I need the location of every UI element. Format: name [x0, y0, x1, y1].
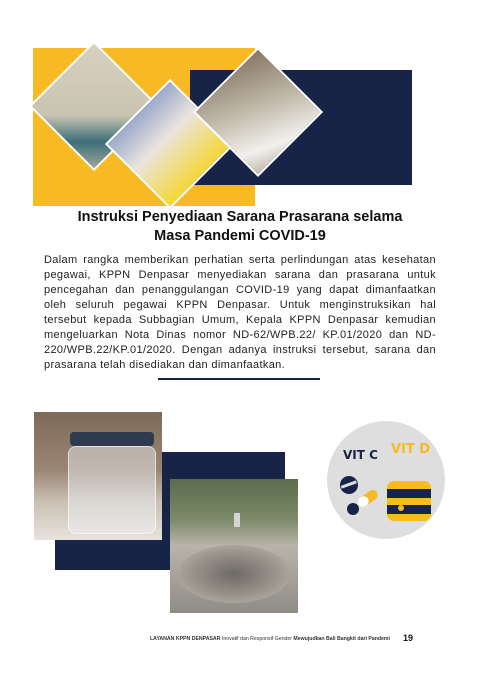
- article-title-line-1: Instruksi Penyediaan Sarana Prasarana selama: [77, 209, 403, 225]
- vitamin-illustration: [327, 421, 445, 539]
- footer-publication: LAYANAN KPPN DENPASAR: [150, 636, 221, 642]
- photo-hand-washing-sink: [170, 479, 298, 613]
- vit-c-label: VIT C: [343, 448, 378, 462]
- vitamin-pills-icon: [327, 421, 445, 539]
- divider-line: [158, 378, 320, 380]
- article-title-line-2: Masa Pandemi COVID-19: [154, 228, 326, 244]
- article-title: [40, 208, 440, 246]
- vit-d-label: VIT D: [391, 442, 431, 457]
- footer-tagline: Mewujudkan Bali Bangkit dari Pandemi: [293, 636, 390, 642]
- footer-subtitle: Inovatif dan Responsif Gender: [221, 636, 292, 642]
- page-number: 19: [403, 633, 414, 643]
- photo-face-shield: [34, 412, 162, 540]
- article-body: Dalam rangka memberikan perhatian serta perlindungan atas kesehatan pegawai, KPPN Denpasar menyediakan sarana dan prasarana untuk pencegahan dan penanggulangan COVID-19 yang dapat dimanfaatkan oleh seluruh pegawai KPPN Denpasar. Untuk menginstruksikan hal tersebut kepada Subbagian Umum, Kepala KPPN Denpasar kemudian mengeluarkan Nota Dinas nomor ND-62/WPB.22/ KP.01/2020 dan ND-220/WPB.22/KP.01/2020. Dengan adanya instruksi tersebut, sarana dan prasarana telah disediakan dan dimanfaatkan.: [44, 254, 436, 371]
